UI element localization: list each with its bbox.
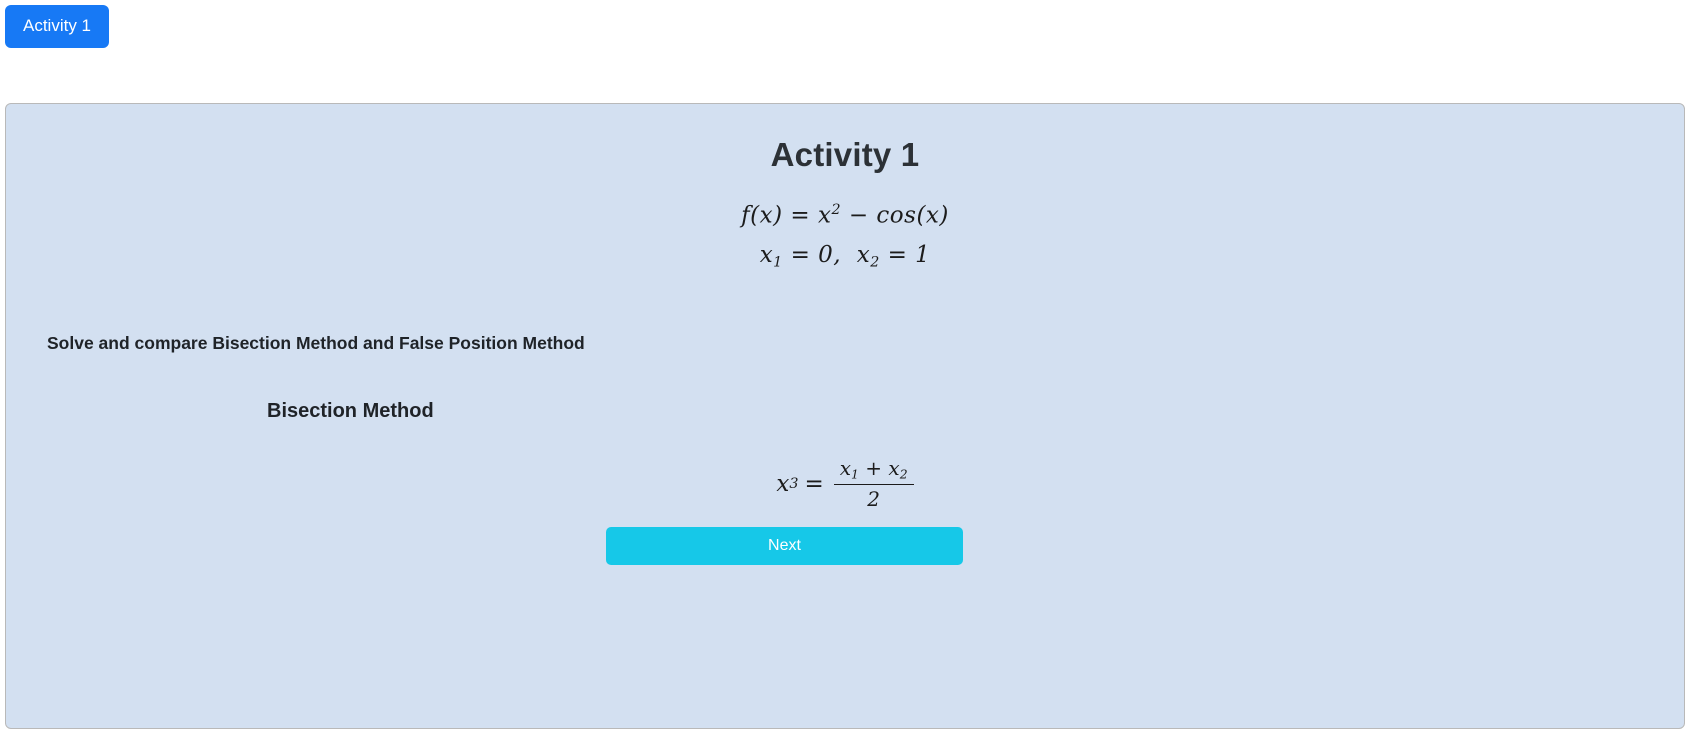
numerator-x2: x (888, 456, 900, 480)
formula-denominator: 2 (867, 487, 881, 512)
initial-values (6, 242, 1684, 270)
x2-subscript: 2 (870, 253, 880, 270)
function-definition (6, 202, 1684, 270)
function-lhs: f(x) (741, 202, 783, 229)
instruction-text: Solve and compare Bisection Method and False Position Method (47, 333, 585, 353)
formula-lhs-subscript: 3 (789, 475, 799, 492)
formula-equals: = (804, 470, 824, 497)
function-term2: cos(x) (876, 202, 949, 229)
function-equation (6, 202, 1684, 229)
tab-bar (0, 0, 109, 48)
x1-value: = 0, (790, 241, 842, 268)
tab-activity-1[interactable]: Activity 1 (5, 5, 109, 48)
x1-symbol: x (759, 241, 774, 268)
numerator-x1: x (839, 456, 852, 480)
bisection-formula (6, 456, 1684, 511)
numerator-x2-subscript: 2 (899, 466, 908, 482)
formula-lhs-symbol: x (776, 470, 790, 497)
function-term1-base: x (817, 202, 832, 229)
formula-equation (776, 456, 913, 511)
activity-panel (5, 103, 1685, 729)
function-equals: = (790, 202, 811, 229)
function-term1-exponent: 2 (831, 202, 842, 218)
method-heading: Bisection Method (267, 400, 434, 422)
next-button[interactable]: Next (606, 527, 963, 565)
function-minus: − (848, 202, 869, 229)
page-title: Activity 1 (770, 136, 920, 173)
x2-symbol: x (856, 241, 871, 268)
formula-numerator (834, 456, 914, 484)
numerator-plus: + (865, 456, 883, 480)
numerator-x1-subscript: 1 (851, 466, 859, 482)
x2-value: = 1 (887, 241, 931, 268)
formula-fraction (834, 456, 914, 511)
x1-subscript: 1 (773, 253, 783, 270)
